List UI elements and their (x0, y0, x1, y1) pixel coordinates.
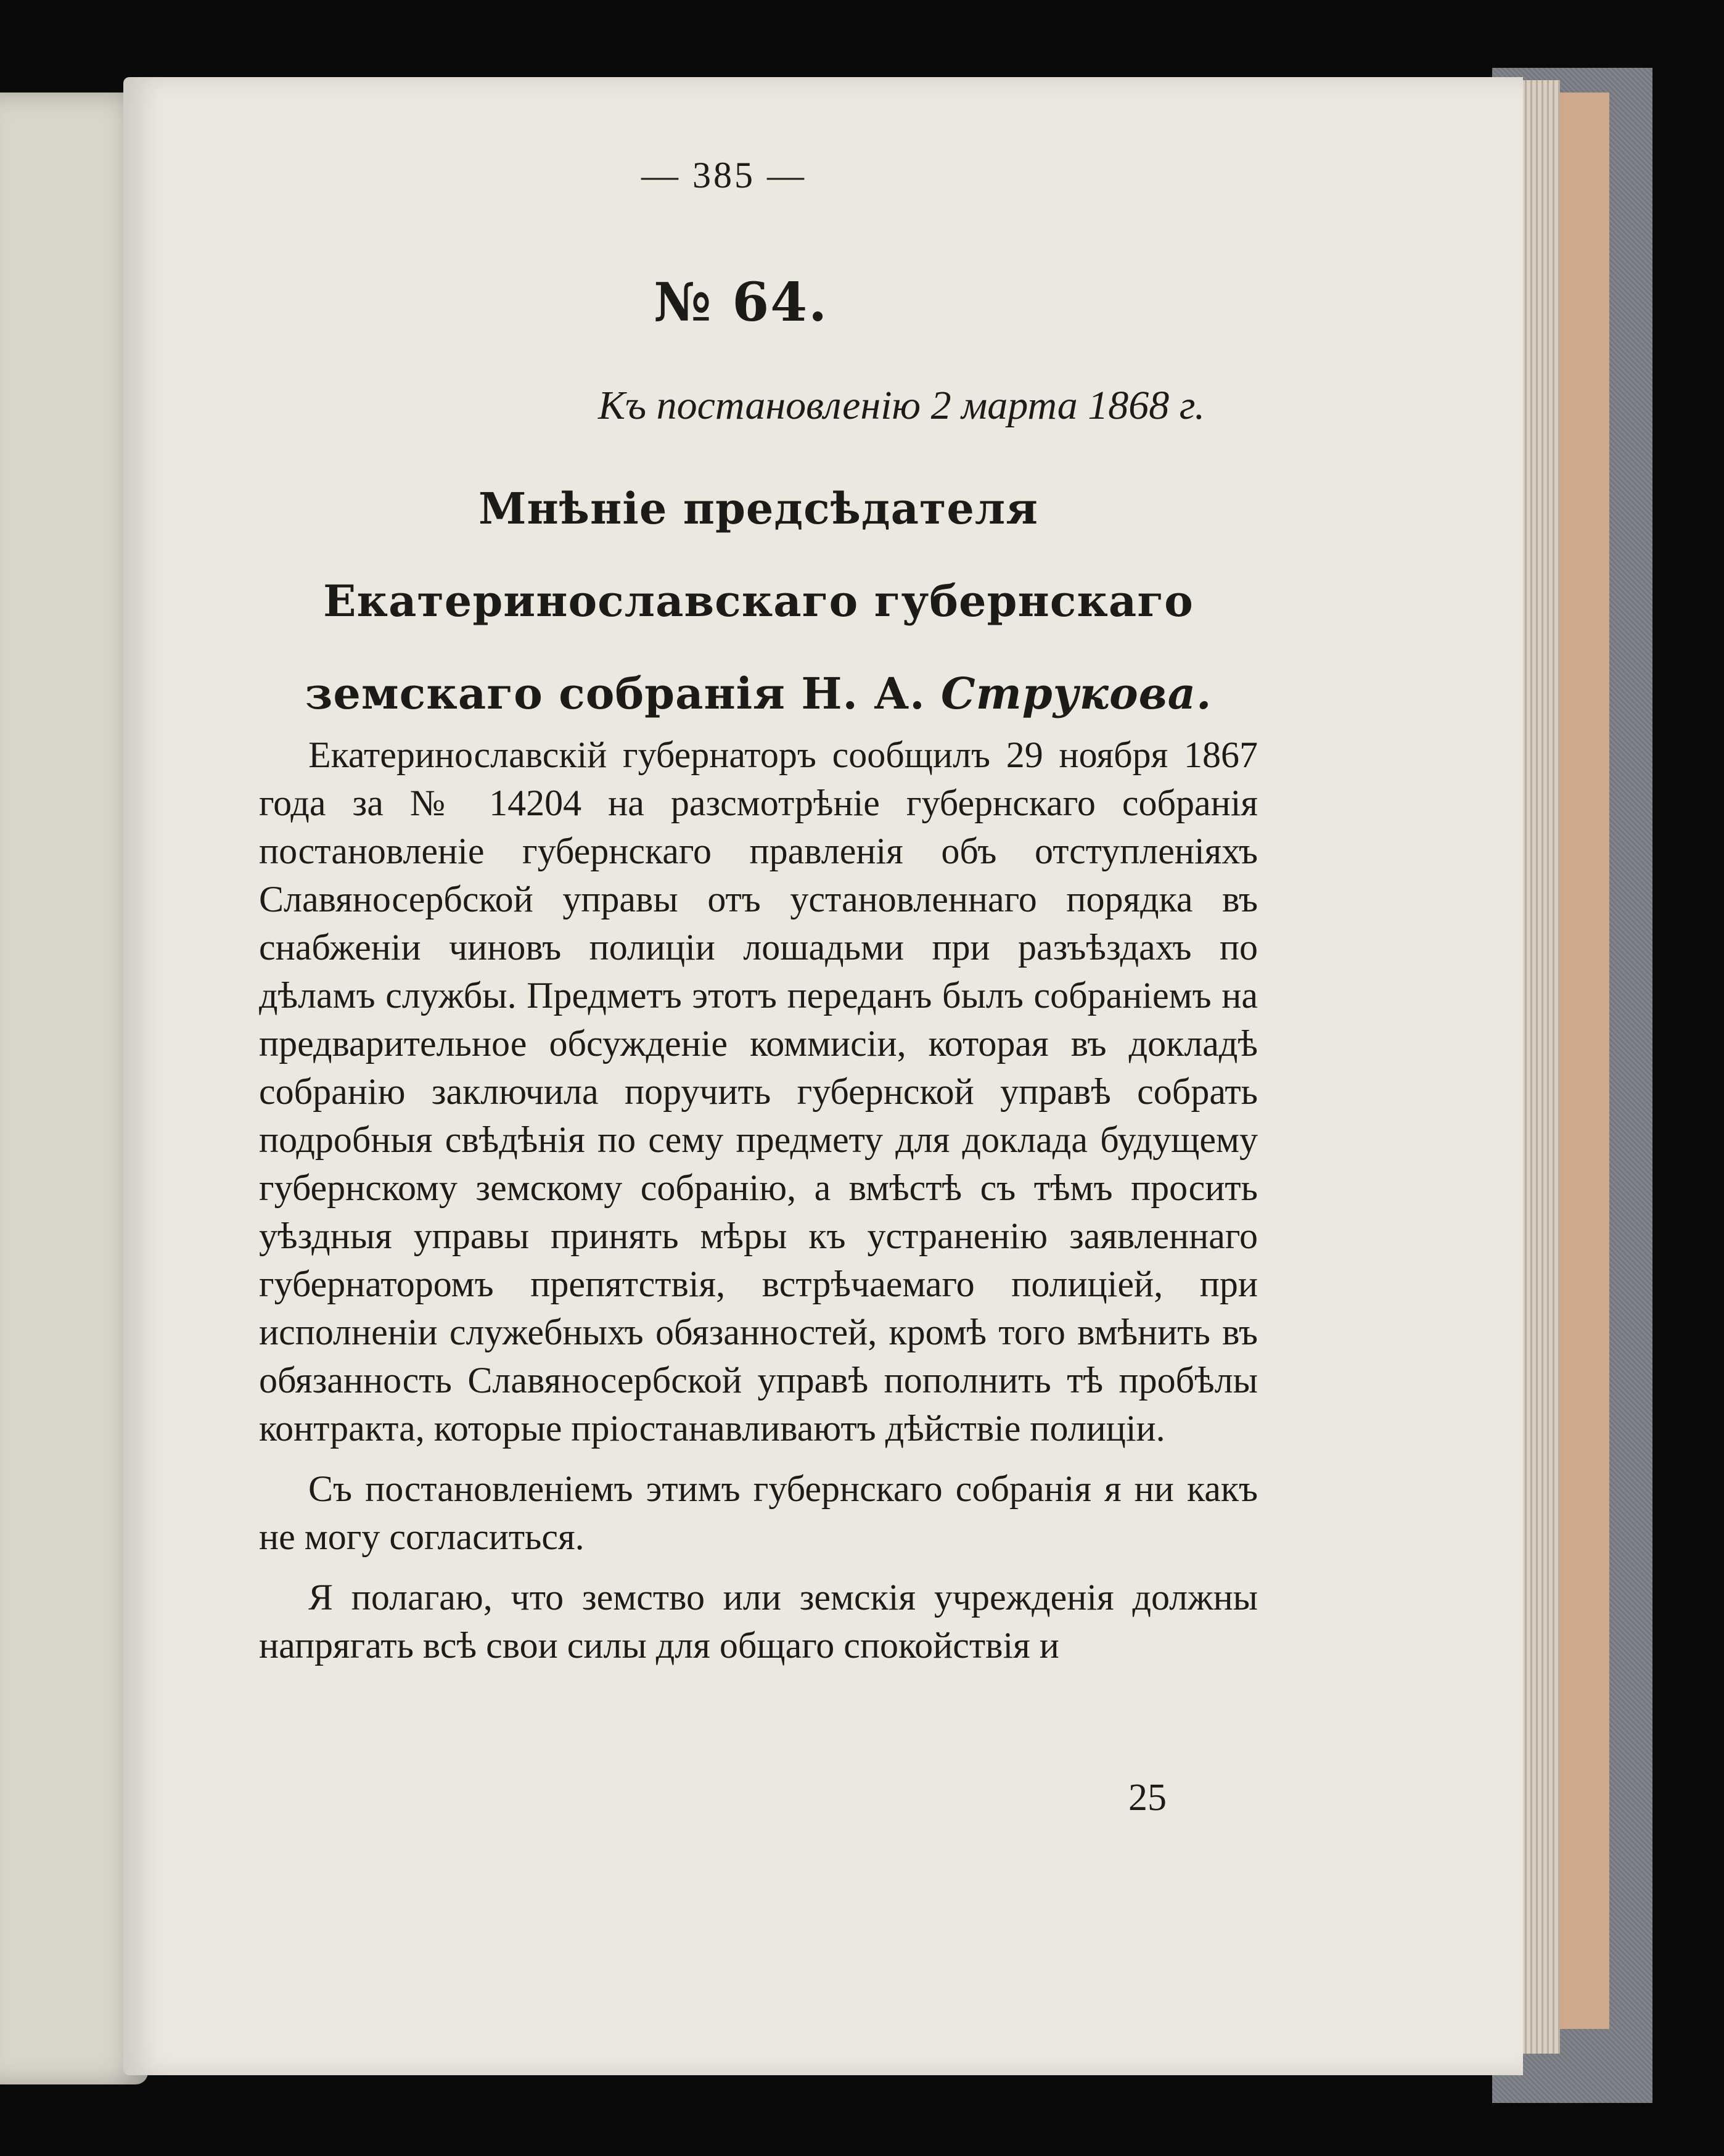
document-title (259, 463, 1258, 740)
signature-mark: 25 (1128, 1777, 1167, 1819)
body-text (259, 731, 1258, 1682)
title-surname: Струкова. (941, 668, 1212, 719)
title-main: Мнѣніе предсѣдателя Екатеринославскаго губернскаго земскаго собранія Н. А. (305, 483, 1194, 719)
resolution-reference: Къ постановленію 2 марта 1868 г. (598, 383, 1205, 428)
paragraph-2: Съ постановленіемъ этимъ губернскаго собранія я ни какъ не могу согласиться. (259, 1468, 1258, 1557)
page-folio: — 385 — (641, 155, 807, 195)
document-number: № 64. (654, 271, 829, 334)
paragraph-3: Я полагаю, что земство или земскія учрежденія должны напрягать всѣ свои силы для общаго спокойствія и (259, 1577, 1258, 1666)
book-board-edge (1554, 93, 1609, 2029)
paragraph-1: Екатеринославскій губернаторъ сообщилъ 29 ноября 1867 года за № 14204 на разсмотрѣніе губернскаго собранія постановленіе губернскаго правленія объ отступленіяхъ Славяносербской управы отъ установленнаго порядка въ снабженіи чиновъ полиціи лошадьми при разъѣздахъ по дѣламъ службы. Предметъ этотъ переданъ былъ собраніемъ на предварительное обсужденіе коммисіи, которая въ докладѣ собранію заключила поручить губернской управѣ собрать подробныя свѣдѣнія по сему предмету для доклада будущему губернскому земскому собранію, а вмѣстѣ съ тѣмъ просить уѣздныя управы принять мѣры къ устраненію заявленнаго губернаторомъ препятствія, встрѣчаемаго полиціей, при исполненіи служебныхъ обязанностей, кромѣ того вмѣнить въ обязанность Славяносербской управѣ пополнить тѣ пробѣлы контракта, которые пріостанавливаютъ дѣйствіе полиціи. (259, 734, 1258, 1449)
